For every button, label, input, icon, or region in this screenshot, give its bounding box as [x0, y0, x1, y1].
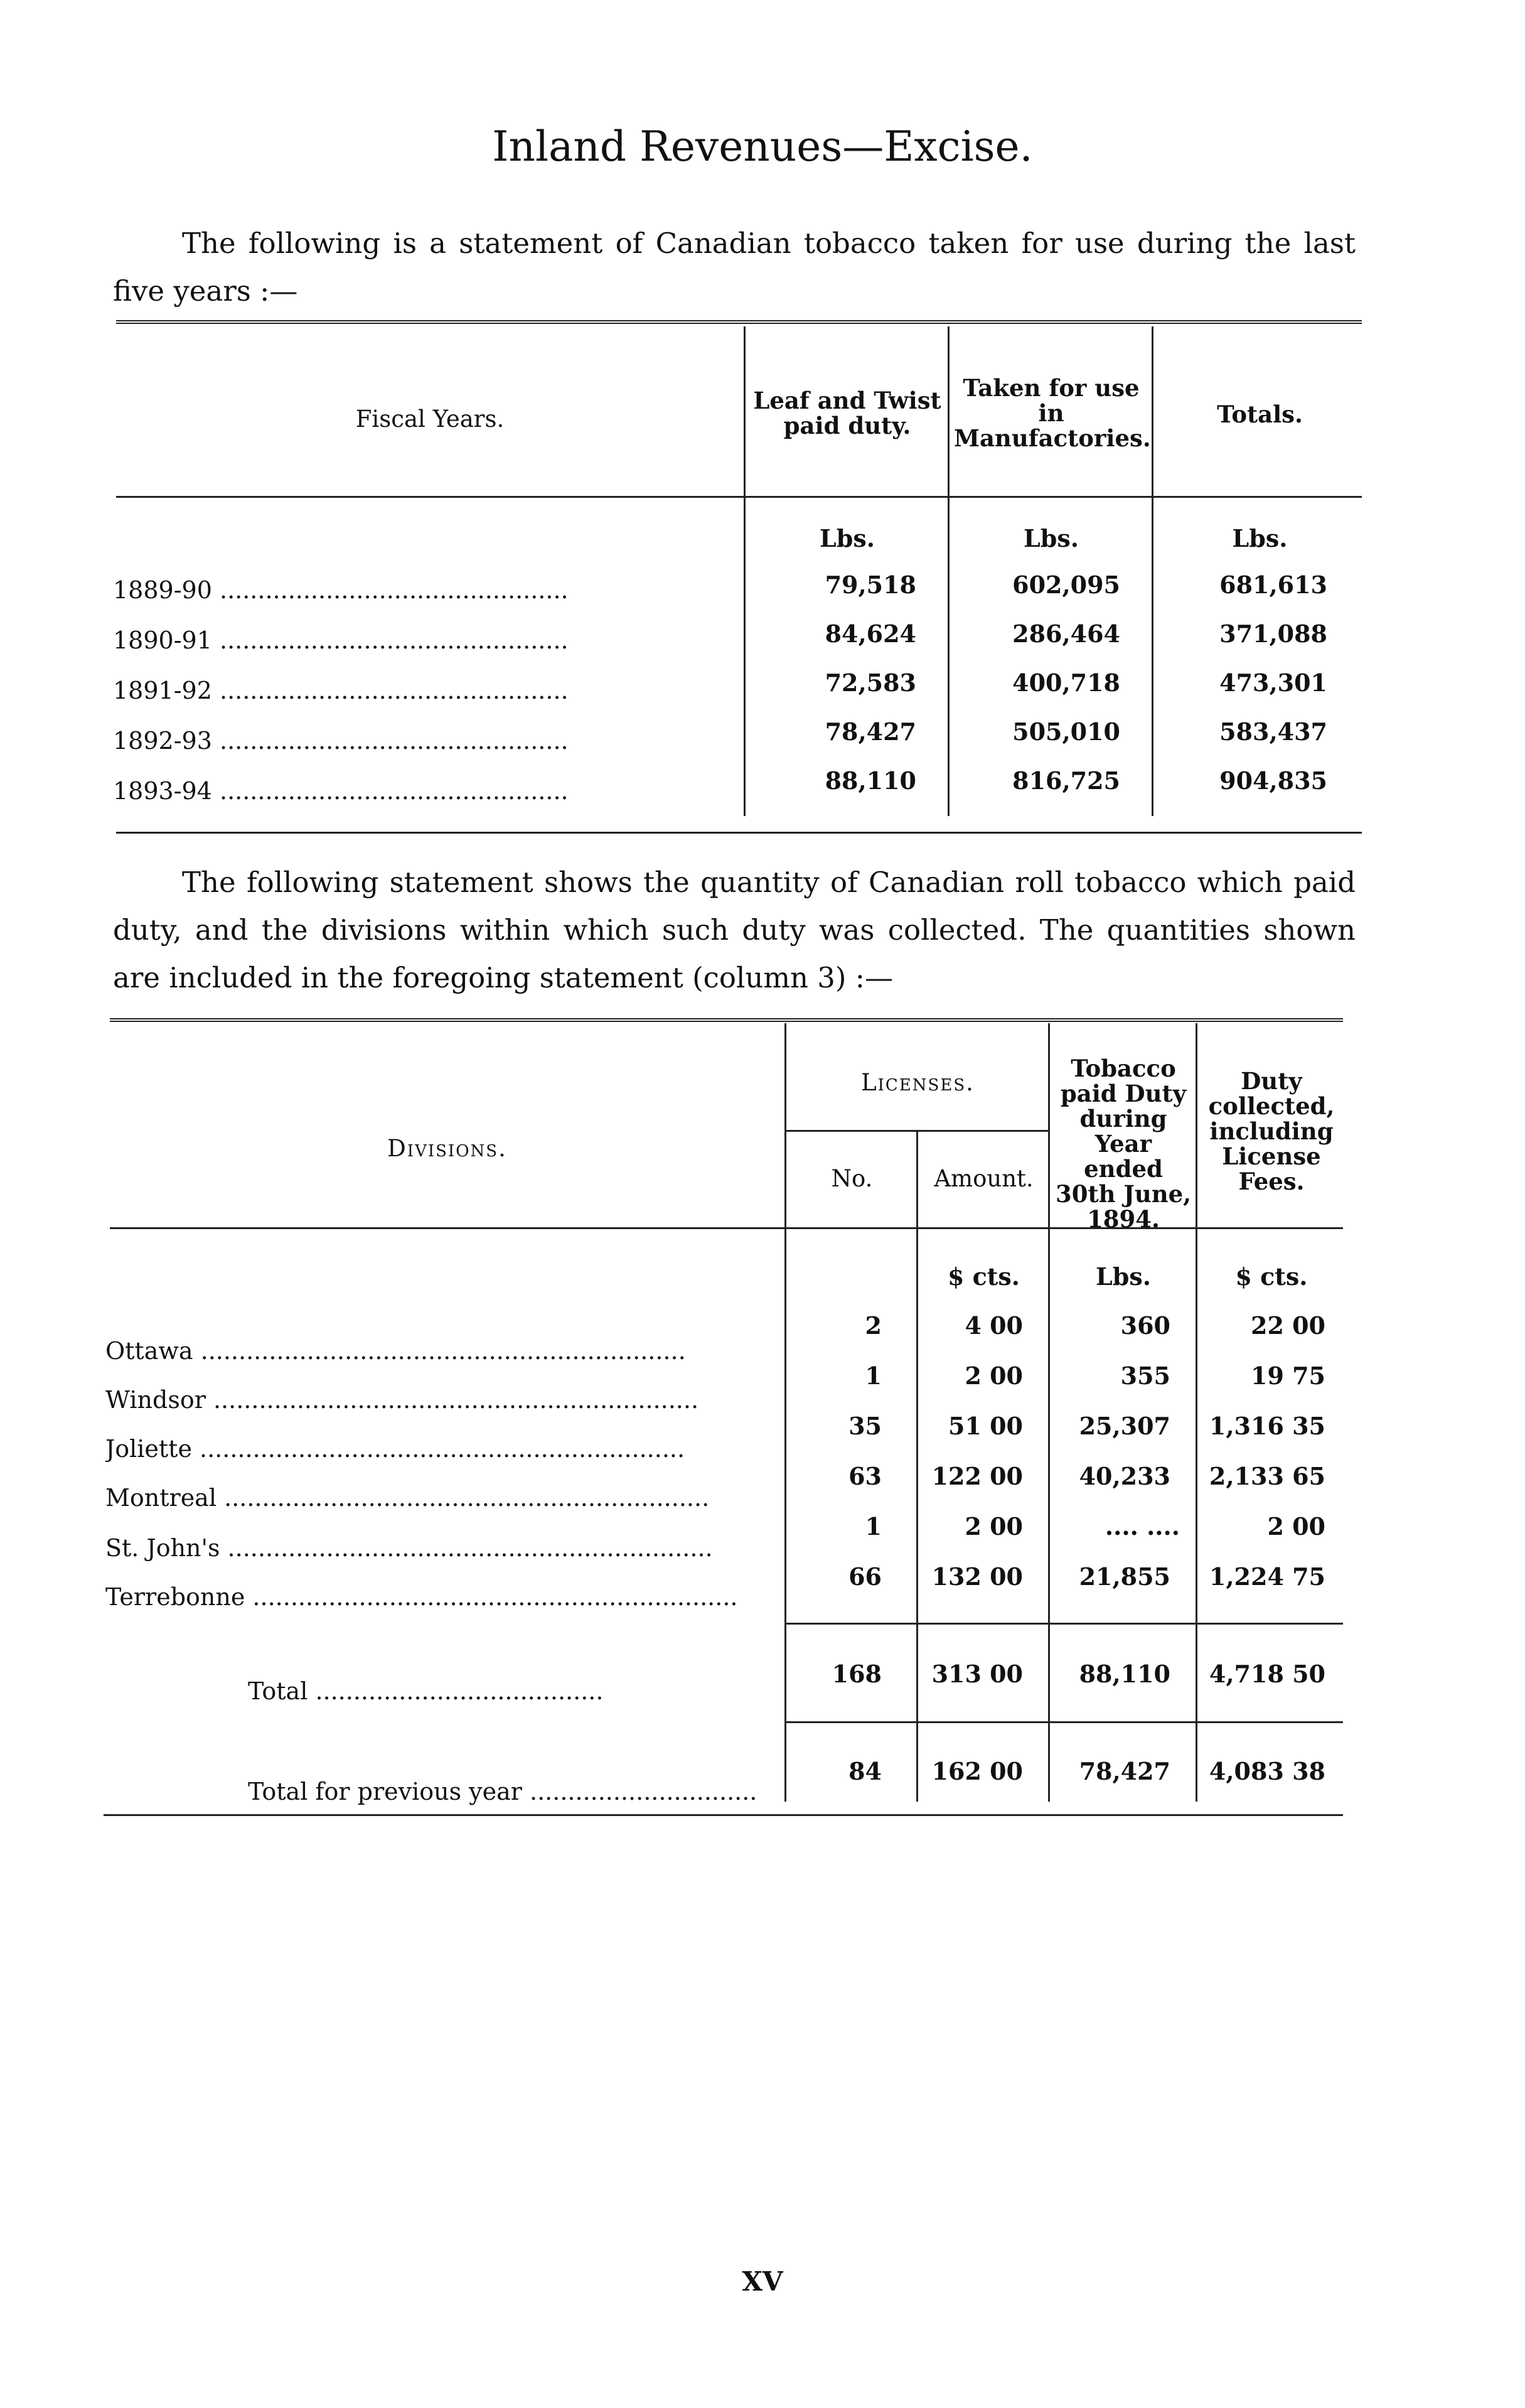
intro-paragraph-2: The following statement shows the quantity of Canadian roll tobacco which paid duty, and the divisions within which such duty was collected. The quantities shown are included in the foregoing statement (column 3) :—: [113, 866, 1356, 994]
cell-lbs: 40,233: [1079, 1462, 1170, 1490]
table1-col-divider: [1152, 326, 1153, 816]
cell-taken: 505,010: [1012, 718, 1120, 746]
total-duty: 4,718 50: [1209, 1660, 1325, 1688]
unit-dollars-cents: $ cts.: [1235, 1262, 1308, 1291]
row-label: Montreal ................................................................: [105, 1484, 710, 1512]
header-licenses: Licenses.: [861, 1069, 975, 1096]
page-title: Inland Revenues—Excise.: [492, 122, 1033, 171]
cell-taken: 400,718: [1012, 669, 1120, 697]
row-label: 1892-93 ..............................................: [113, 727, 569, 755]
cell-leaf: 84,624: [825, 620, 916, 648]
cell-no: 2: [865, 1311, 882, 1340]
unit-lbs: Lbs.: [1232, 524, 1288, 552]
row-label: St. John's ................................................................: [105, 1534, 713, 1562]
cell-duty: 1,224 75: [1209, 1562, 1325, 1591]
cell-lbs: 25,307: [1079, 1412, 1170, 1440]
header-amount: Amount.: [934, 1165, 1034, 1192]
table1-col-divider: [948, 326, 950, 816]
table2-col-divider: [1048, 1023, 1050, 1802]
table1-col-divider: [744, 326, 746, 816]
header-duty-collected: Duty collected, including License Fees.: [1208, 1067, 1335, 1195]
cell-total: 583,437: [1219, 718, 1327, 746]
row-label: Joliette ................................................................: [105, 1435, 685, 1463]
cell-amount: 51 00: [948, 1412, 1023, 1440]
cell-leaf: 78,427: [825, 718, 916, 746]
unit-dollars-cents: $ cts.: [948, 1262, 1020, 1291]
cell-leaf: 79,518: [825, 571, 916, 599]
total-lbs: 88,110: [1079, 1660, 1170, 1688]
cell-lbs: 355: [1120, 1362, 1170, 1390]
previous-amount: 162 00: [931, 1757, 1023, 1785]
cell-leaf: 72,583: [825, 669, 916, 697]
total-amount: 313 00: [931, 1660, 1023, 1688]
row-label: Ottawa ................................................................: [105, 1337, 686, 1365]
table1-top-rule: [116, 320, 1362, 324]
cell-amount: 4 00: [965, 1311, 1023, 1340]
cell-no: 63: [848, 1462, 882, 1490]
cell-lbs: 21,855: [1079, 1562, 1170, 1591]
cell-no: 66: [848, 1562, 882, 1591]
cell-amount: 2 00: [965, 1512, 1023, 1540]
total-label: Total ......................................: [248, 1677, 604, 1705]
cell-duty: 1,316 35: [1209, 1412, 1325, 1440]
header-totals: Totals.: [1217, 400, 1303, 428]
previous-year-label: Total for previous year ..............................: [248, 1778, 757, 1805]
table2-total-rule: [784, 1721, 1343, 1723]
table2-col-divider: [916, 1130, 918, 1802]
page-number: XV: [742, 2266, 783, 2297]
cell-total: 371,088: [1219, 620, 1327, 648]
header-fiscal-years: Fiscal Years.: [355, 406, 505, 433]
cell-duty: 19 75: [1251, 1362, 1325, 1390]
header-no: No.: [831, 1165, 873, 1192]
cell-no: 35: [848, 1412, 882, 1440]
cell-no: 1: [865, 1512, 882, 1540]
table2-subtotal-rule: [784, 1623, 1343, 1625]
unit-lbs: Lbs.: [1096, 1262, 1151, 1291]
table2-col-divider: [1196, 1023, 1197, 1802]
cell-duty: 22 00: [1251, 1311, 1325, 1340]
row-label: 1893-94 ..............................................: [113, 777, 569, 805]
cell-lbs: .... ....: [1105, 1512, 1180, 1540]
table2-bottom-rule: [104, 1814, 1343, 1816]
row-label: Terrebonne ................................................................: [105, 1583, 738, 1611]
table1-header-rule: [116, 496, 1362, 498]
cell-lbs: 360: [1120, 1311, 1170, 1340]
cell-no: 1: [865, 1362, 882, 1390]
cell-duty: 2 00: [1267, 1512, 1325, 1540]
previous-lbs: 78,427: [1079, 1757, 1170, 1785]
header-leaf-twist: Leaf and Twist paid duty.: [753, 387, 941, 439]
total-no: 168: [832, 1660, 882, 1688]
header-tobacco-paid: Tobacco paid Duty during Year ended 30th June, 1894.: [1055, 1055, 1192, 1233]
cell-duty: 2,133 65: [1209, 1462, 1325, 1490]
unit-lbs: Lbs.: [1024, 524, 1079, 552]
table2-col-divider: [784, 1023, 786, 1802]
cell-total: 681,613: [1219, 571, 1327, 599]
header-taken-for-use: Taken for use in Manufactories.: [954, 374, 1151, 452]
unit-lbs: Lbs.: [820, 524, 875, 552]
previous-no: 84: [848, 1757, 882, 1785]
intro-paragraph-1: The following is a statement of Canadian tobacco taken for use during the last five years :—: [113, 227, 1356, 308]
header-divisions: Divisions.: [387, 1135, 507, 1162]
row-label: Windsor ................................................................: [105, 1386, 699, 1414]
table1-bottom-rule: [116, 832, 1362, 834]
cell-taken: 286,464: [1012, 620, 1120, 648]
cell-amount: 2 00: [965, 1362, 1023, 1390]
row-label: 1889-90 ..............................................: [113, 576, 569, 604]
previous-duty: 4,083 38: [1209, 1757, 1325, 1785]
cell-total: 904,835: [1219, 766, 1327, 795]
row-label: 1891-92 ..............................................: [113, 677, 569, 704]
cell-taken: 602,095: [1012, 571, 1120, 599]
cell-leaf: 88,110: [825, 766, 916, 795]
cell-total: 473,301: [1219, 669, 1327, 697]
row-label: 1890-91 ..............................................: [113, 626, 569, 654]
cell-amount: 132 00: [931, 1562, 1023, 1591]
cell-taken: 816,725: [1012, 766, 1120, 795]
table2-top-rule: [110, 1018, 1343, 1022]
cell-amount: 122 00: [931, 1462, 1023, 1490]
